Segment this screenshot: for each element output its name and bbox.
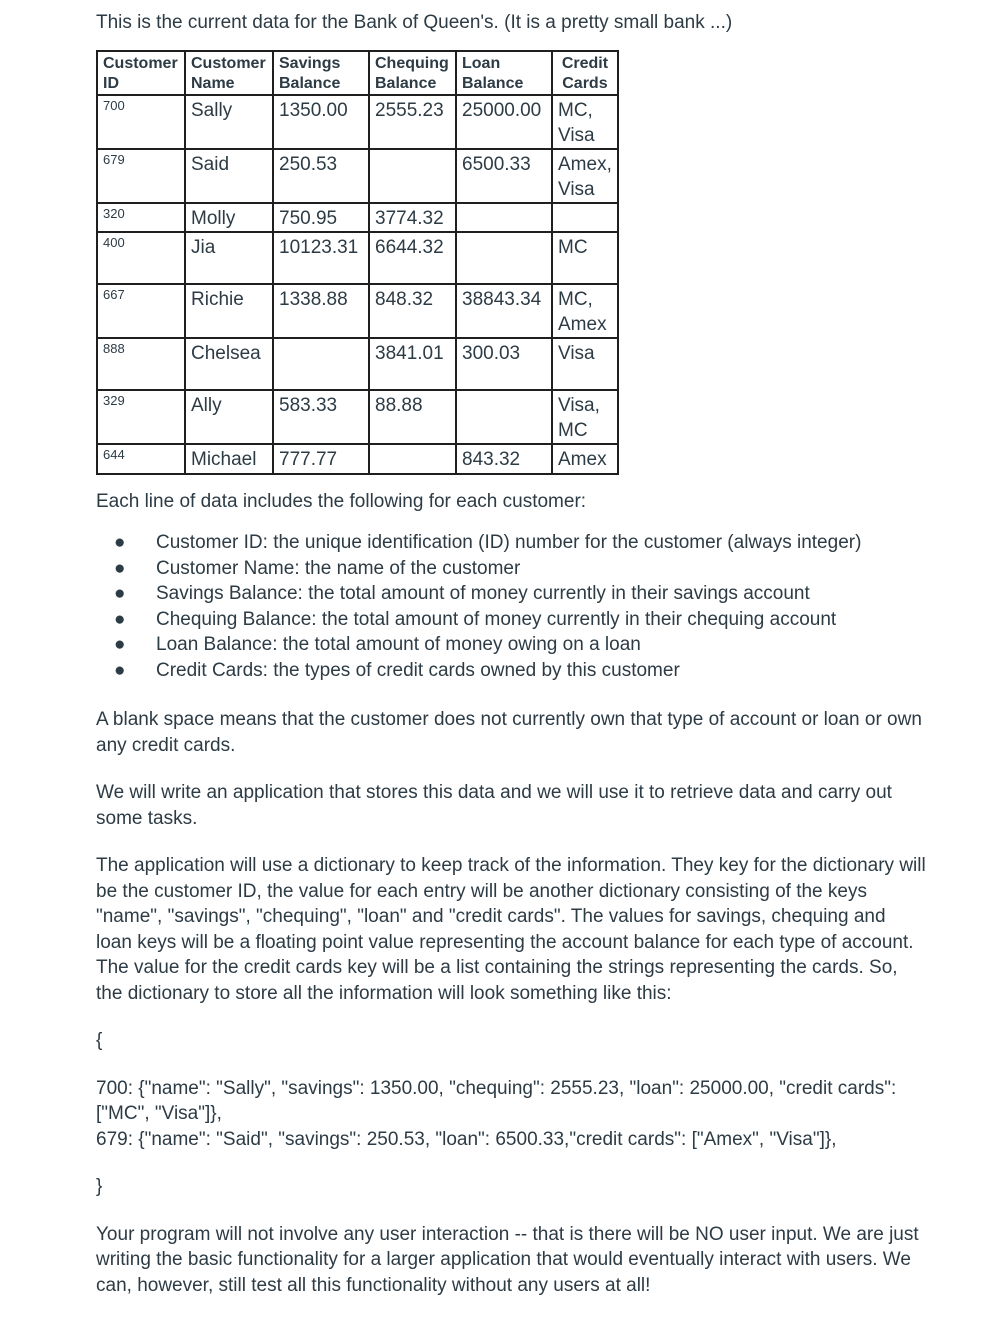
chequing-cell: 3774.32 [369, 203, 456, 233]
final-paragraph: Your program will not involve any user interaction -- that is there will be NO user input. We are just writing the basic functionality for a larger application that would eventually interact with users. We can, however, still test all this functionality without any users at all! [96, 1223, 919, 1296]
loan-cell: 25000.00 [456, 95, 552, 149]
document-page [96, 10, 926, 1298]
table-row [97, 149, 618, 203]
customer-id-cell: 679 [97, 149, 185, 203]
bullet-icon: ● [114, 608, 126, 630]
dictionary-paragraph: The application will use a dictionary to keep track of the information. They key for the dictionary will be the customer ID, the value for each entry will be another dictionary consisting of the keys "name", "savings", "chequing", "loan" and "credit cards". The values for savings, chequing and loan keys will be a floating point value representing the account balance for each type of account. The value for the credit cards key will be a list containing the strings representing the cards. So, the dictionary to store all the information will look something like this: [96, 855, 926, 1004]
customer-id-cell: 888 [97, 338, 185, 390]
list-item: ● Credit Cards: the types of credit cards owned by this customer [96, 658, 926, 684]
list-item: ● Customer Name: the name of the customer [96, 556, 926, 582]
credit-cards-cell: Visa, MC [552, 390, 618, 444]
savings-cell: 1338.88 [273, 284, 369, 338]
chequing-cell: 848.32 [369, 284, 456, 338]
list-item: ● Customer ID: the unique identification (ID) number for the customer (always integer) [96, 530, 926, 556]
loan-cell [456, 390, 552, 444]
list-item: ● Savings Balance: the total amount of money currently in their savings account [96, 581, 926, 607]
header-chequing-balance: Chequing Balance [369, 51, 456, 95]
credit-cards-cell: MC, Amex [552, 284, 618, 338]
loan-cell: 843.32 [456, 444, 552, 474]
credit-cards-cell: Amex [552, 444, 618, 474]
customer-name-cell: Said [185, 149, 273, 203]
chequing-cell: 2555.23 [369, 95, 456, 149]
customer-name-cell: Molly [185, 203, 273, 233]
code-line-700: 700: {"name": "Sally", "savings": 1350.00, "chequing": 2555.23, "loan": 25000.00, "credit cards": ["MC", "Visa"]}, [96, 1077, 897, 1124]
customer-id-cell: 667 [97, 284, 185, 338]
savings-cell: 1350.00 [273, 95, 369, 149]
chequing-cell: 3841.01 [369, 338, 456, 390]
savings-cell: 250.53 [273, 149, 369, 203]
savings-cell: 583.33 [273, 390, 369, 444]
credit-cards-cell: Visa [552, 338, 618, 390]
chequing-cell: 6644.32 [369, 232, 456, 284]
savings-cell: 10123.31 [273, 232, 369, 284]
list-item: ● Chequing Balance: the total amount of money currently in their chequing account [96, 607, 926, 633]
customer-id-cell: 329 [97, 390, 185, 444]
customer-id-cell: 700 [97, 95, 185, 149]
credit-cards-cell [552, 203, 618, 233]
header-savings-balance: Savings Balance [273, 51, 369, 95]
customer-name-cell: Ally [185, 390, 273, 444]
customer-name-cell: Michael [185, 444, 273, 474]
header-loan-balance: Loan Balance [456, 51, 552, 95]
code-line-679: 679: {"name": "Said", "savings": 250.53, "loan": 6500.33,"credit cards": ["Amex", "Visa"]}, [96, 1128, 837, 1150]
chequing-cell [369, 149, 456, 203]
table-row [97, 338, 618, 390]
customer-id-cell: 320 [97, 203, 185, 233]
credit-cards-cell: Amex, Visa [552, 149, 618, 203]
credit-cards-cell: MC, Visa [552, 95, 618, 149]
intro-text: This is the current data for the Bank of Queen's. (It is a pretty small bank ...) [96, 12, 733, 33]
code-open-brace: { [96, 1030, 103, 1051]
loan-cell: 6500.33 [456, 149, 552, 203]
savings-cell [273, 338, 369, 390]
customer-id-cell: 644 [97, 444, 185, 474]
chequing-cell: 88.88 [369, 390, 456, 444]
header-customer-id: Customer ID [97, 51, 185, 95]
bullet-icon: ● [114, 634, 126, 655]
savings-cell: 777.77 [273, 444, 369, 474]
credit-cards-cell: MC [552, 232, 618, 284]
bullet-icon: ● [114, 583, 126, 604]
bullet-icon: ● [114, 532, 126, 553]
loan-cell [456, 203, 552, 233]
code-close-brace: } [96, 1176, 103, 1197]
customer-name-cell: Chelsea [185, 338, 273, 390]
customer-table [96, 50, 619, 475]
header-customer-name: Customer Name [185, 51, 273, 95]
table-row [97, 95, 618, 149]
loan-cell [456, 232, 552, 284]
table-header-row [97, 51, 618, 95]
customer-name-cell: Jia [185, 232, 273, 284]
fields-intro: Each line of data includes the following for each customer: [96, 490, 587, 512]
table-row [97, 390, 618, 444]
customer-name-cell: Richie [185, 284, 273, 338]
customer-name-cell: Sally [185, 95, 273, 149]
customer-id-cell: 400 [97, 232, 185, 284]
table-row [97, 232, 618, 284]
savings-cell: 750.95 [273, 203, 369, 233]
table-row [97, 203, 618, 233]
table-row [97, 284, 618, 338]
blank-space-paragraph: A blank space means that the customer does not currently own that type of account or loan or own any credit cards. [96, 709, 922, 756]
list-item: ● Loan Balance: the total amount of money owing on a loan [96, 632, 926, 658]
field-list [96, 530, 926, 683]
bullet-icon: ● [114, 659, 126, 681]
loan-cell: 300.03 [456, 338, 552, 390]
header-credit-cards: Credit Cards [552, 51, 618, 95]
chequing-cell [369, 444, 456, 474]
table-row [97, 444, 618, 474]
loan-cell: 38843.34 [456, 284, 552, 338]
application-paragraph: We will write an application that stores this data and we will use it to retrieve data and carry out some tasks. [96, 782, 892, 829]
bullet-icon: ● [114, 557, 126, 579]
